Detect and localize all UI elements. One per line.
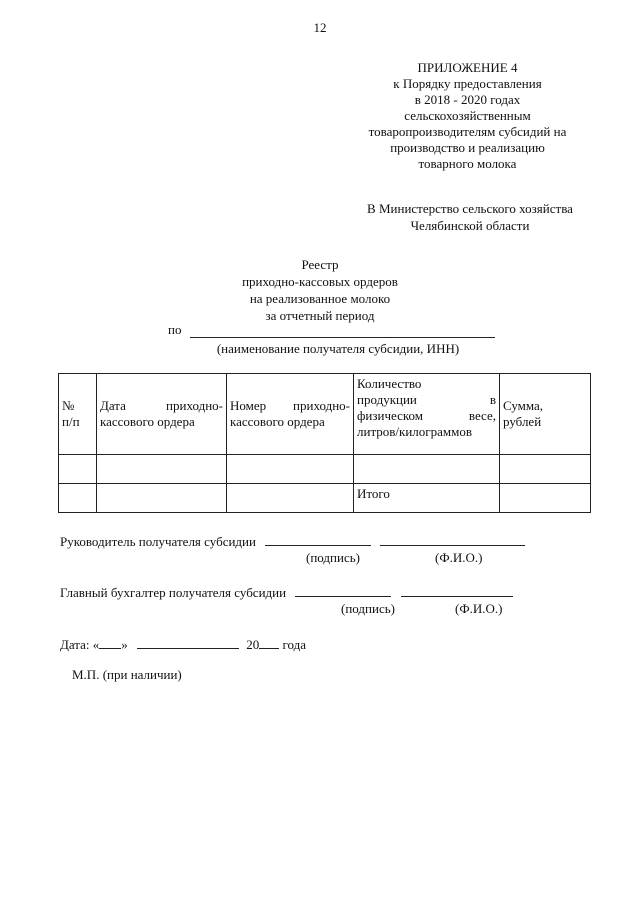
appendix-header — [340, 60, 595, 172]
header-num: № п/п — [59, 374, 97, 455]
document-title — [160, 256, 480, 324]
appendix-line: в 2018 - 2020 годах — [414, 92, 521, 107]
recipient-field[interactable] — [168, 322, 508, 340]
accountant-name-caption: (Ф.И.О.) — [455, 601, 503, 616]
table-cell[interactable] — [97, 455, 227, 484]
addressee-line: Челябинской области — [410, 218, 530, 233]
table-total-row — [59, 484, 591, 513]
header-order-date: Дата приходно- кассового ордера — [97, 374, 227, 455]
head-label: Руководитель получателя субсидии — [60, 534, 256, 549]
accountant-signature-blank[interactable] — [295, 584, 391, 597]
head-name-caption: (Ф.И.О.) — [435, 550, 483, 565]
accountant-label: Главный бухгалтер получателя субсидии — [60, 585, 287, 600]
title-line: приходно-кассовых ордеров — [242, 274, 398, 289]
title-line: за отчетный период — [265, 308, 375, 323]
title-line: на реализованное молоко — [249, 291, 391, 306]
header-amount: Сумма, рублей — [500, 374, 591, 455]
appendix-line: сельскохозяйственным — [404, 108, 531, 123]
year-blank[interactable] — [259, 636, 279, 649]
table-header-row — [59, 374, 591, 455]
day-blank[interactable] — [99, 636, 121, 649]
accountant-name-blank[interactable] — [401, 584, 513, 597]
appendix-line: товарного молока — [418, 156, 517, 171]
addressee-line: В Министерство сельского хозяйства — [367, 201, 573, 216]
month-blank[interactable] — [137, 636, 239, 649]
recipient-caption: (наименование получателя субсидии, ИНН) — [216, 341, 460, 356]
table-cell[interactable] — [97, 484, 227, 513]
header-quantity: Количество продукции в физическом весе, литров/килограммов — [354, 374, 500, 455]
table-row — [59, 455, 591, 484]
title-line: Реестр — [301, 257, 339, 272]
total-amount-cell[interactable] — [500, 484, 591, 513]
addressee — [330, 200, 610, 234]
year-prefix: 20 — [246, 637, 260, 652]
accountant-signature-line — [60, 584, 513, 601]
head-signature-blank[interactable] — [265, 533, 371, 546]
appendix-line: производство и реализацию — [390, 140, 545, 155]
table-cell[interactable] — [59, 455, 97, 484]
appendix-line: ПРИЛОЖЕНИЕ 4 — [417, 60, 518, 75]
total-label: Итого — [354, 484, 500, 513]
appendix-line: к Порядку предоставления — [393, 76, 542, 91]
table-cell[interactable] — [59, 484, 97, 513]
date-line — [60, 636, 306, 653]
header-order-number: Номер приходно- кассового ордера — [227, 374, 354, 455]
year-suffix: года — [282, 637, 307, 652]
recipient-blank-line[interactable] — [190, 337, 495, 338]
head-signature-line — [60, 533, 525, 550]
stamp-place: М.П. (при наличии) — [72, 667, 182, 682]
head-signature-caption: (подпись) — [306, 550, 360, 565]
head-name-blank[interactable] — [380, 533, 525, 546]
recipient-prefix: по — [168, 322, 182, 337]
date-close-quote: » — [121, 637, 128, 652]
table-cell[interactable] — [227, 484, 354, 513]
accountant-signature-caption: (подпись) — [341, 601, 395, 616]
table-cell[interactable] — [500, 455, 591, 484]
table-cell[interactable] — [354, 455, 500, 484]
date-prefix: Дата: « — [60, 637, 100, 652]
registry-table — [58, 373, 591, 513]
appendix-line: товаропроизводителям субсидий на — [368, 124, 567, 139]
table-cell[interactable] — [227, 455, 354, 484]
page-number: 12 — [313, 20, 327, 35]
